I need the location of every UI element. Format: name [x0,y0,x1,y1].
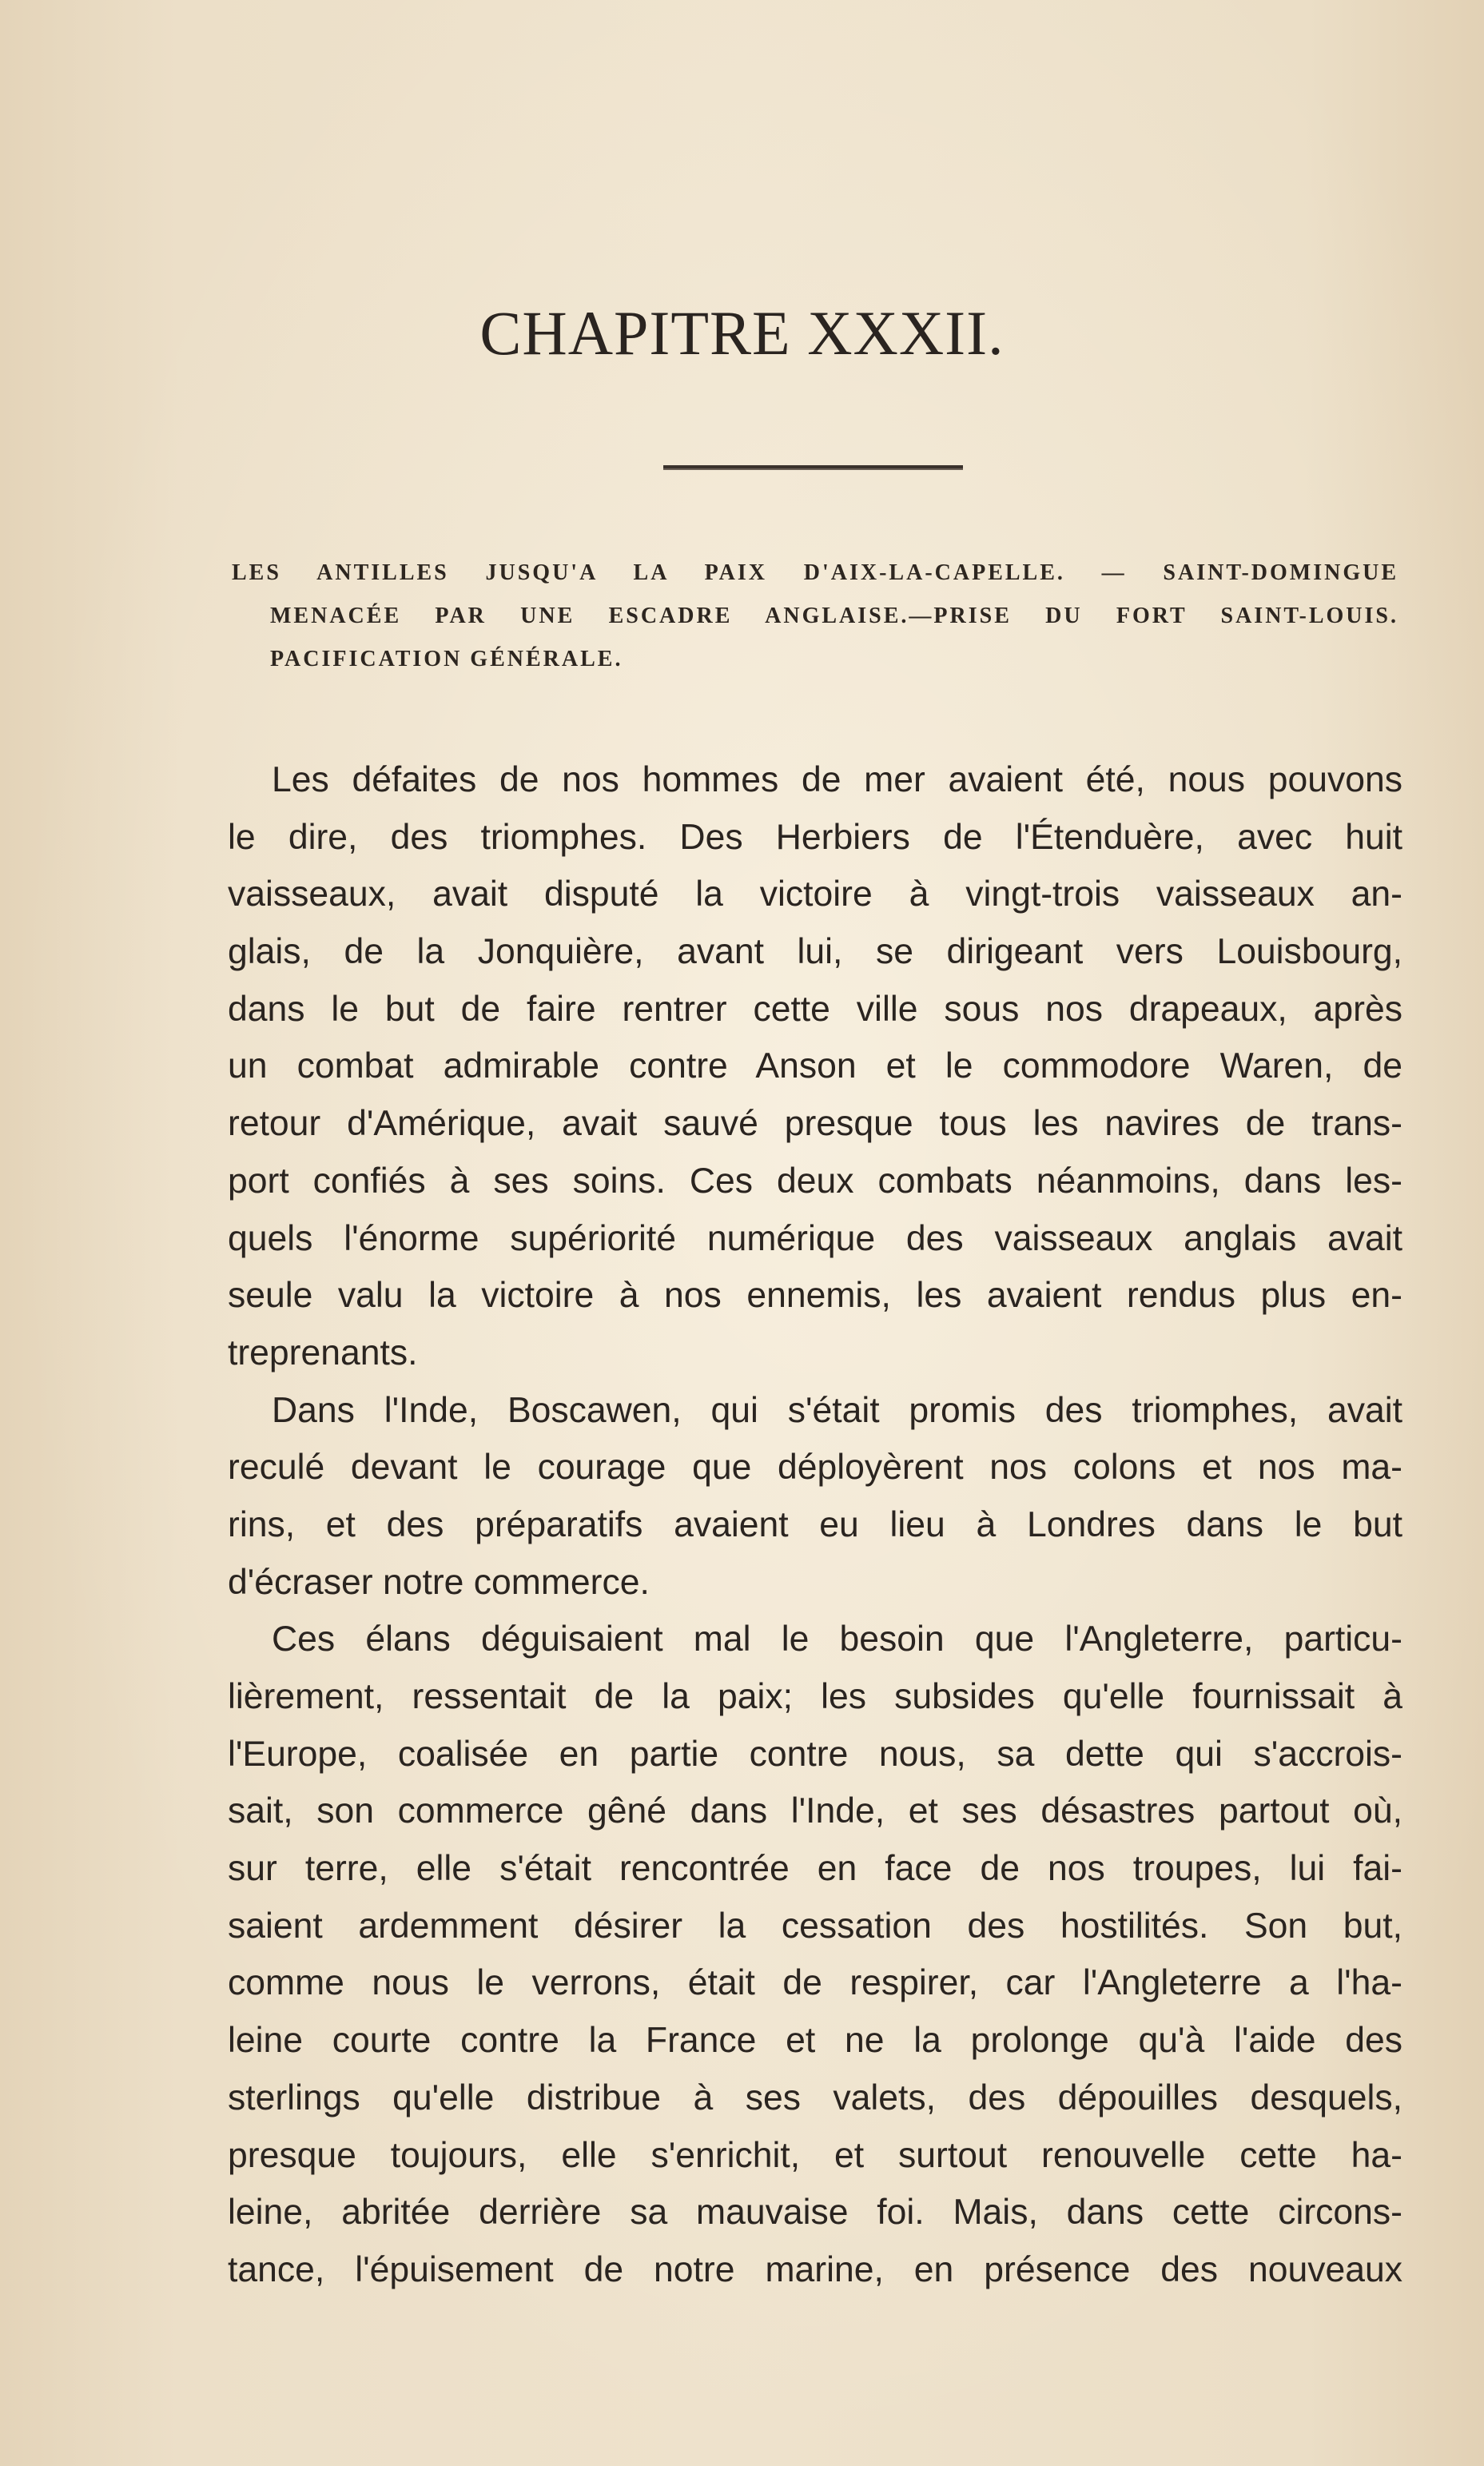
text-line: le dire, des triomphes. Des Herbiers de l'Étenduère, avec huit [228,817,1402,857]
text-line: dans le but de faire rentrer cette ville sous nos drapeaux, après [228,989,1402,1029]
text-line: leine courte contre la France et ne la prolonge qu'à l'aide des [228,2021,1402,2061]
text-line: Ces élans déguisaient mal le besoin que l'Angleterre, particu- [272,1619,1402,1659]
text-line: presque toujours, elle s'enrichit, et surtout renouvelle cette ha- [228,2135,1402,2175]
text-line: seule valu la victoire à nos ennemis, les avaient rendus plus en- [228,1276,1402,1316]
text-line: quels l'énorme supériorité numérique des vaisseaux anglais avait [228,1218,1402,1258]
text-line: sterlings qu'elle distribue à ses valets, des dépouilles desquels, [228,2078,1402,2117]
text-line: un combat admirable contre Anson et le commodore Waren, de [228,1046,1402,1086]
text-line: saient ardemment désirer la cessation des hostilités. Son but, [228,1906,1402,1946]
text-line: comme nous le verrons, était de respirer, car l'Angleterre a l'ha- [228,1963,1402,2003]
text-line: leine, abritée derrière sa mauvaise foi. Mais, dans cette circons- [228,2193,1402,2233]
text-line: vaisseaux, avait disputé la victoire à vingt-trois vaisseaux an- [228,874,1402,914]
summary-line: LES ANTILLES JUSQU'A LA PAIX D'AIX-LA-CAPELLE. — SAINT-DOMINGUE [232,560,1398,585]
text-line: tance, l'épuisement de notre marine, en présence des nouveaux [228,2249,1402,2289]
text-line: sait, son commerce gêné dans l'Inde, et ses désastres partout où, [228,1791,1402,1831]
text-line: d'écraser notre commerce. [228,1562,650,1602]
summary-line: PACIFICATION GÉNÉRALE. [270,647,623,671]
text-line: port confiés à ses soins. Ces deux combats néanmoins, dans les- [228,1161,1402,1201]
body-text [228,751,1402,2299]
text-line: glais, de la Jonquière, avant lui, se dirigeant vers Louisbourg, [228,932,1402,972]
text-line: Dans l'Inde, Boscawen, qui s'était promis des triomphes, avait [272,1390,1402,1430]
text-line: rins, et des préparatifs avaient eu lieu à Londres dans le but [228,1504,1402,1544]
text-line: l'Europe, coalisée en partie contre nous, sa dette qui s'accrois- [228,1734,1402,1774]
text-line: sur terre, elle s'était rencontrée en face de nos troupes, lui fai- [228,1849,1402,1889]
summary-line: MENACÉE PAR UNE ESCADRE ANGLAISE.—PRISE DU FORT SAINT-LOUIS. [270,604,1398,628]
text-line: Les défaites de nos hommes de mer avaient été, nous pouvons [272,760,1402,799]
chapter-title: CHAPITRE XXXII. [479,298,1005,368]
text-line: treprenants. [228,1333,418,1372]
text-line: retour d'Amérique, avait sauvé presque tous les navires de trans- [228,1104,1402,1144]
text-line: lièrement, ressentait de la paix; les subsides qu'elle fournissait à [228,1677,1402,1716]
title-divider [663,465,963,470]
chapter-summary [232,552,1398,681]
text-line: reculé devant le courage que déployèrent nos colons et nos ma- [228,1448,1402,1488]
